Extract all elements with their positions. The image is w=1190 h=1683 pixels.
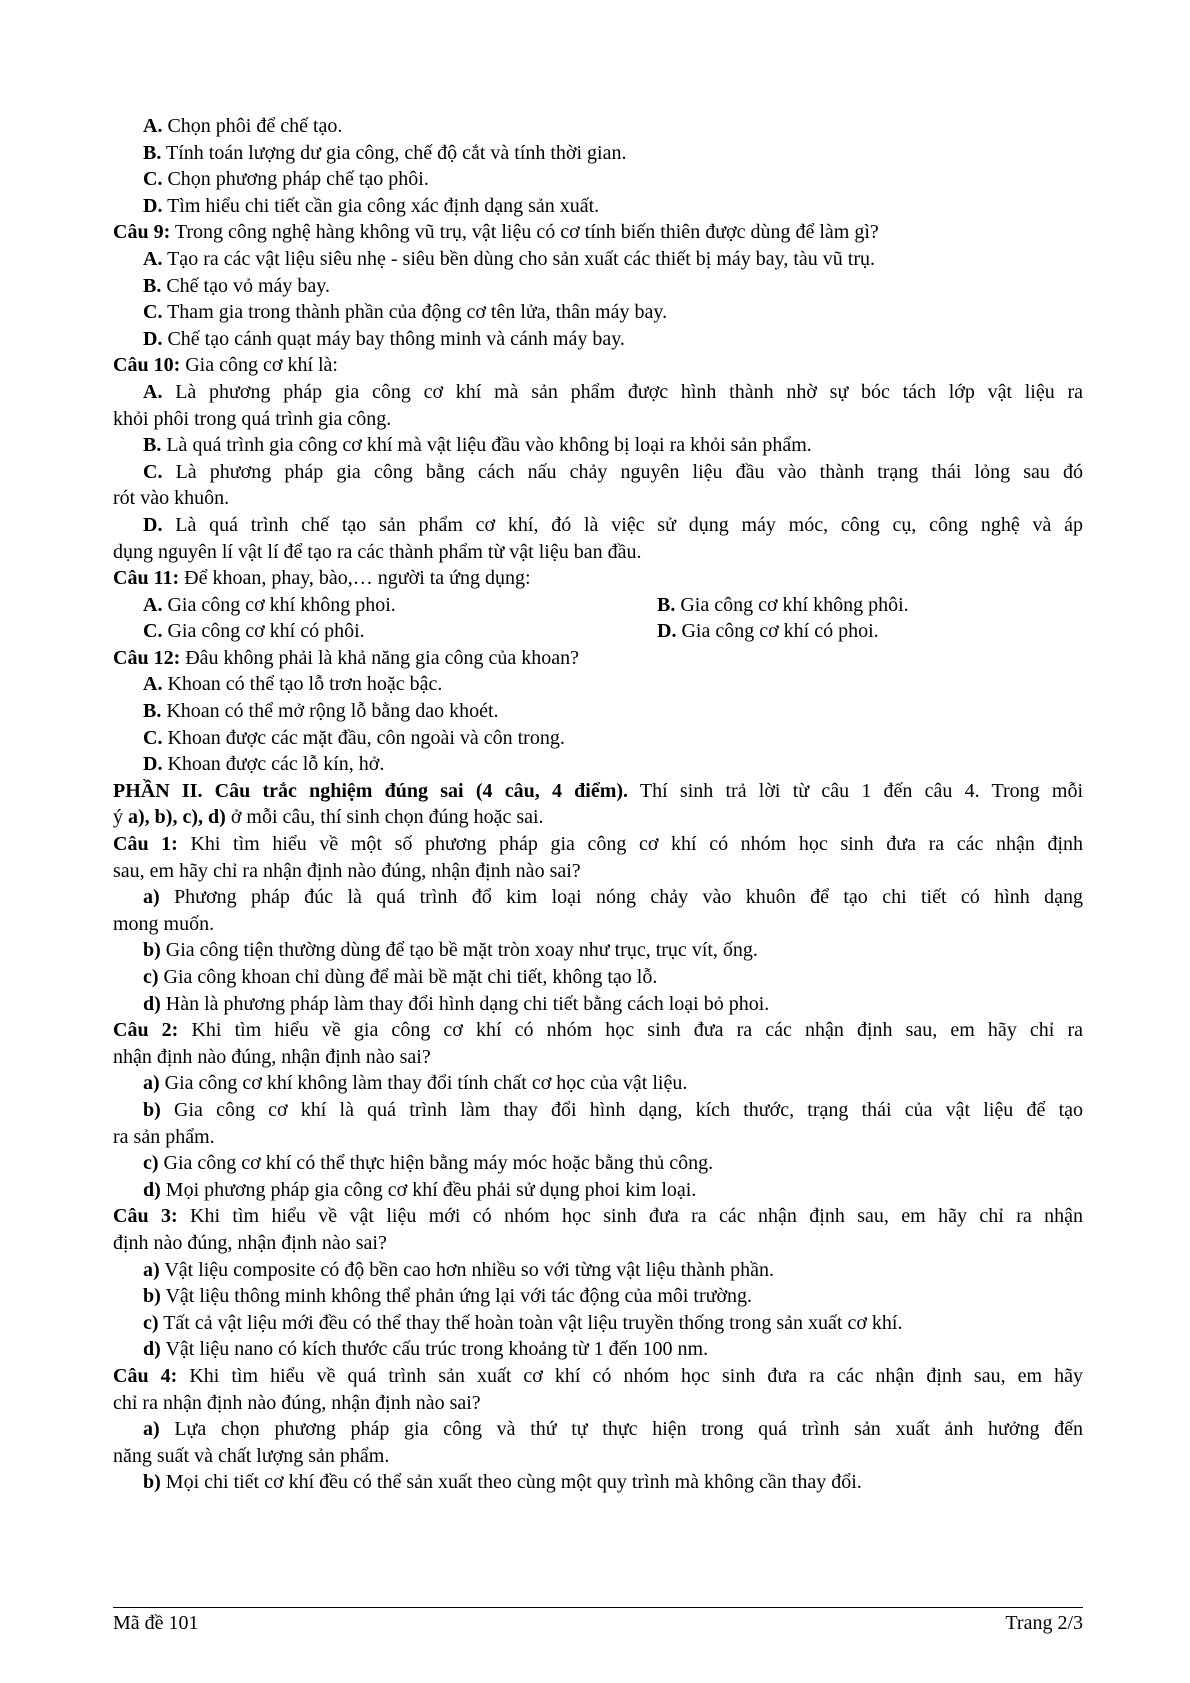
q11-option-a: A. Gia công cơ khí không phoi. <box>143 593 396 616</box>
p2q3-item-b: b) Vật liệu thông minh không thể phản ứng lại với tác động của môi trường. <box>143 1285 753 1308</box>
q11-options-row1 <box>113 592 1083 619</box>
p2q1-item-c: c) Gia công khoan chỉ dùng để mài bề mặt chi tiết, không tạo lỗ. <box>143 966 658 988</box>
q8-option-a: A. Chọn phôi để chế tạo. <box>143 115 343 137</box>
p2q2-stem-line2: nhận định nào đúng, nhận định nào sai? <box>113 1045 431 1068</box>
p2q2-item-d: d) Mọi phương pháp gia công cơ khí đều phải sử dụng phoi kim loại. <box>143 1178 697 1201</box>
q12-stem: Câu 12: Đâu không phải là khả năng gia công của khoan? <box>113 646 579 669</box>
q11-stem: Câu 11: Để khoan, phay, bào,… người ta ứng dụng: <box>113 567 531 590</box>
p2q3-item-c: c) Tất cả vật liệu mới đều có thể thay thế hoàn toàn vật liệu truyền thống trong sản xuất cơ khí. <box>143 1311 903 1334</box>
exam-code: Mã đề 101 <box>113 1612 199 1634</box>
q11-option-d: D. Gia công cơ khí có phoi. <box>657 620 879 643</box>
q8-option-c: C. Chọn phương pháp chế tạo phôi. <box>143 168 429 191</box>
q10-option-d-line2: dụng nguyên lí vật lí để tạo ra các thành phẩm từ vật liệu ban đầu. <box>113 540 642 563</box>
p2q3-stem-line2: định nào đúng, nhận định nào sai? <box>113 1231 387 1254</box>
q10-option-b: B. Là quá trình gia công cơ khí mà vật liệu đầu vào không bị loại ra khỏi sản phẩm. <box>143 434 812 457</box>
q12-option-d: D. Khoan được các lỗ kín, hở. <box>143 753 385 776</box>
p2q4-stem-line1: Câu 4: Khi tìm hiểu về quá trình sản xuất cơ khí có nhóm học sinh đưa ra các nhận định sau, em hãy <box>113 1364 1083 1387</box>
p2q4-stem-line2: chỉ ra nhận định nào đúng, nhận định nào sai? <box>113 1391 481 1414</box>
q10-option-c-line1: C. Là phương pháp gia công bằng cách nấu chảy nguyên liệu đầu vào thành trạng thái lỏng sau đó <box>143 460 1083 483</box>
q11-option-c: C. Gia công cơ khí có phôi. <box>143 620 365 643</box>
q10-option-d-line1: D. Là quá trình chế tạo sản phẩm cơ khí, đó là việc sử dụng máy móc, công cụ, công nghệ và áp <box>143 513 1084 536</box>
q8-option-d: D. Tìm hiểu chi tiết cần gia công xác định dạng sản xuất. <box>143 194 600 217</box>
p2q1-item-a-line2: mong muốn. <box>113 912 215 935</box>
p2q1-stem-line2: sau, em hãy chỉ ra nhận định nào đúng, nhận định nào sai? <box>113 859 581 882</box>
p2q3-stem-line1: Câu 3: Khi tìm hiểu về vật liệu mới có nhóm học sinh đưa ra các nhận định sau, em hãy chỉ ra nhận <box>113 1205 1083 1228</box>
p2q4-item-a-line2: năng suất và chất lượng sản phẩm. <box>113 1444 390 1467</box>
q12-option-a: A. Khoan có thể tạo lỗ trơn hoặc bậc. <box>143 673 443 696</box>
part2-heading: PHẦN II. Câu trắc nghiệm đúng sai (4 câu, 4 điểm). Thí sinh trả lời từ câu 1 đến câu 4. Trong mỗi <box>113 779 1084 802</box>
exam-page <box>113 113 1083 1496</box>
q8-option-b: B. Tính toán lượng dư gia công, chế độ cắt và tính thời gian. <box>143 141 627 164</box>
q10-option-a-line2: khỏi phôi trong quá trình gia công. <box>113 407 392 430</box>
p2q2-item-b-line1: b) Gia công cơ khí là quá trình làm thay đổi hình dạng, kích thước, trạng thái của vật liệu để tạo <box>143 1098 1084 1121</box>
q12-option-c: C. Khoan được các mặt đầu, côn ngoài và côn trong. <box>143 726 565 749</box>
p2q1-item-b: b) Gia công tiện thường dùng để tạo bề mặt tròn xoay như trục, trục vít, ống. <box>143 939 758 962</box>
q10-option-c-line2: rót vào khuôn. <box>113 487 230 510</box>
part2-instructions: ý a), b), c), d) ở mỗi câu, thí sinh chọn đúng hoặc sai. <box>113 806 544 829</box>
q10-option-a-line1: A. Là phương pháp gia công cơ khí mà sản phẩm được hình thành nhờ sự bóc tách lớp vật liệu ra <box>143 380 1084 403</box>
q9-option-b: B. Chế tạo vỏ máy bay. <box>143 274 331 297</box>
p2q3-item-d: d) Vật liệu nano có kích thước cấu trúc trong khoảng từ 1 đến 100 nm. <box>143 1338 709 1361</box>
p2q2-item-b-line2: ra sản phẩm. <box>113 1125 215 1148</box>
p2q4-item-a-line1: a) Lựa chọn phương pháp gia công và thứ tự thực hiện trong quá trình sản xuất ảnh hưởng đến <box>143 1418 1084 1441</box>
page-footer <box>113 1610 1083 1636</box>
q11-option-b: B. Gia công cơ khí không phôi. <box>657 593 909 616</box>
q11-options-row2 <box>113 618 1083 645</box>
q9-stem: Câu 9: Trong công nghệ hàng không vũ trụ, vật liệu có cơ tính biến thiên được dùng để làm gì? <box>113 221 879 244</box>
p2q2-stem-line1: Câu 2: Khi tìm hiểu về gia công cơ khí có nhóm học sinh đưa ra các nhận định sau, em hãy chỉ ra <box>113 1019 1084 1042</box>
page-number: Trang 2/3 <box>1005 1612 1083 1634</box>
q9-option-c: C. Tham gia trong thành phần của động cơ tên lửa, thân máy bay. <box>143 301 668 324</box>
p2q1-item-a-line1: a) Phương pháp đúc là quá trình đổ kim loại nóng chảy vào khuôn để tạo chi tiết có hình dạng <box>143 886 1084 909</box>
q9-option-d: D. Chế tạo cánh quạt máy bay thông minh và cánh máy bay. <box>143 327 625 350</box>
q10-stem: Câu 10: Gia công cơ khí là: <box>113 354 338 377</box>
p2q1-stem-line1: Câu 1: Khi tìm hiểu về một số phương pháp gia công cơ khí có nhóm học sinh đưa ra các nhận định <box>113 833 1084 856</box>
q9-option-a: A. Tạo ra các vật liệu siêu nhẹ - siêu bền dùng cho sản xuất các thiết bị máy bay, tàu vũ trụ. <box>143 247 875 270</box>
q12-option-b: B. Khoan có thể mở rộng lỗ bằng dao khoét. <box>143 700 499 723</box>
p2q1-item-d: d) Hàn là phương pháp làm thay đổi hình dạng chi tiết bằng cách loại bỏ phoi. <box>143 992 770 1015</box>
p2q3-item-a: a) Vật liệu composite có độ bền cao hơn nhiều so với từng vật liệu thành phần. <box>143 1258 774 1281</box>
footer-divider <box>113 1607 1083 1608</box>
p2q4-item-b: b) Mọi chi tiết cơ khí đều có thể sản xuất theo cùng một quy trình mà không cần thay đổi. <box>143 1471 862 1494</box>
p2q2-item-a: a) Gia công cơ khí không làm thay đổi tính chất cơ học của vật liệu. <box>143 1072 688 1095</box>
p2q2-item-c: c) Gia công cơ khí có thể thực hiện bằng máy móc hoặc bằng thủ công. <box>143 1152 714 1175</box>
